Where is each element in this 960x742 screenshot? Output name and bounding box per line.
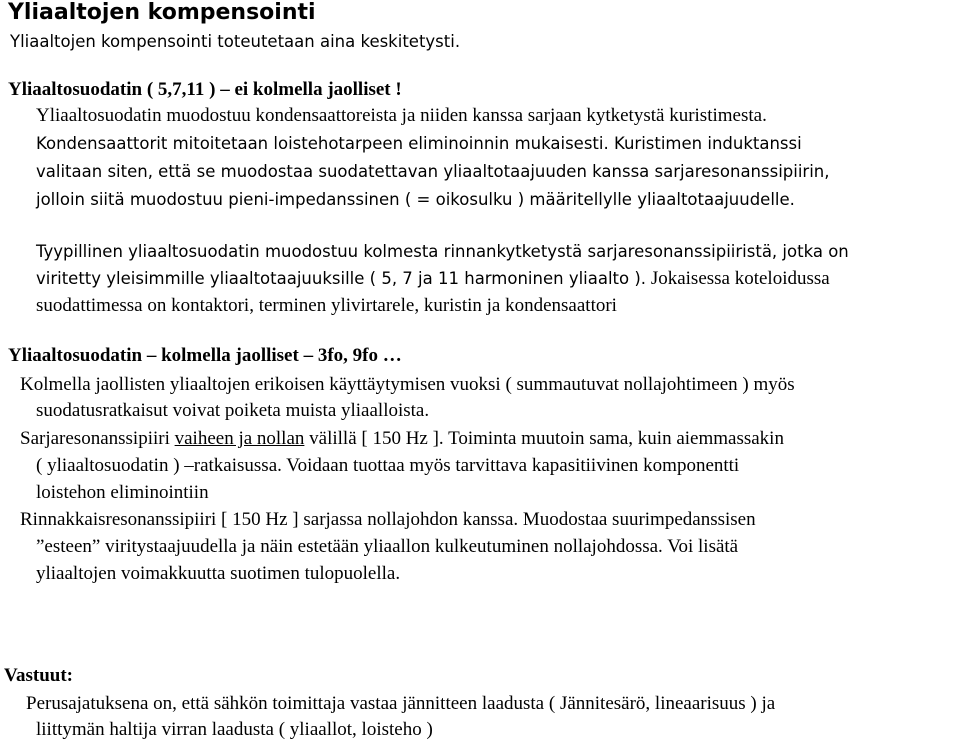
paragraph-line: loistehon eliminointiin [36, 482, 209, 503]
paragraph-line [20, 428, 784, 450]
paragraph-text: Sarjaresonanssipiiri [20, 428, 175, 449]
section-heading-triplen: Yliaaltosuodatin – kolmella jaolliset – 3fo, 9fo … [8, 345, 402, 366]
paragraph-line: Yliaaltosuodatin muodostuu kondensaattoreista ja niiden kanssa sarjaan kytketystä kuristimesta. [36, 105, 767, 126]
paragraph-text: Jokaisessa koteloidussa [646, 268, 830, 289]
section-heading-responsibilities: Vastuut: [4, 665, 73, 686]
intro-text: Yliaaltojen kompensointi toteutetaan aina keskitetysti. [10, 32, 461, 51]
paragraph-line [36, 268, 830, 290]
paragraph-line: Kolmella jaollisten yliaaltojen erikoisen käyttäytymisen vuoksi ( summautuvat nollajohtimeen ) myös [20, 374, 795, 395]
paragraph-line: suodattimessa on kontaktori, terminen ylivirtarele, kuristin ja kondensaattori [36, 295, 617, 316]
paragraph-line: jolloin siitä muodostuu pieni-impedanssinen ( = oikosulku ) määritellylle yliaaltotaajuudelle. [36, 190, 795, 209]
paragraph-line: Kondensaattorit mitoitetaan loistehotarpeen eliminoinnin mukaisesti. Kuristimen induktanssi [36, 134, 802, 153]
paragraph-line: valitaan siten, että se muodostaa suodatettavan yliaaltotaajuuden kanssa sarjaresonanssipiirin, [36, 162, 830, 181]
page-title: Yliaaltojen kompensointi [8, 0, 316, 25]
paragraph-line: Tyypillinen yliaaltosuodatin muodostuu kolmesta rinnankytketystä sarjaresonanssipiiristä, jotka on [36, 242, 849, 261]
paragraph-line: suodatusratkaisut voivat poiketa muista yliaalloista. [36, 400, 430, 421]
section-heading-filter: Yliaaltosuodatin ( 5,7,11 ) – ei kolmella jaolliset ! [8, 79, 402, 100]
underlined-text: vaiheen ja nollan [174, 428, 305, 449]
paragraph-line: ”esteen” viritystaajuudella ja näin estetään yliaallon kulkeutuminen nollajohdossa. Voi lisätä [36, 536, 739, 557]
paragraph-line: liittymän haltija virran laadusta ( yliaallot, loisteho ) [36, 719, 433, 740]
paragraph-text: viritetty yleisimmille yliaaltotaajuuksille ( 5, 7 ja 11 harmoninen yliaalto ). [36, 269, 647, 288]
paragraph-line: yliaaltojen voimakkuutta suotimen tulopuolella. [36, 563, 401, 584]
paragraph-line: ( yliaaltosuodatin ) –ratkaisussa. Voidaan tuottaa myös tarvittava kapasitiivinen komponentti [36, 455, 740, 476]
paragraph-line: Rinnakkaisresonanssipiiri [ 150 Hz ] sarjassa nollajohdon kanssa. Muodostaa suurimpedanssisen [20, 509, 756, 530]
paragraph-line: Perusajatuksena on, että sähkön toimittaja vastaa jännitteen laadusta ( Jännitesärö, lineaarisuus ) ja [26, 693, 776, 714]
paragraph-text: välillä [ 150 Hz ]. Toiminta muutoin sama, kuin aiemmassakin [304, 428, 784, 449]
